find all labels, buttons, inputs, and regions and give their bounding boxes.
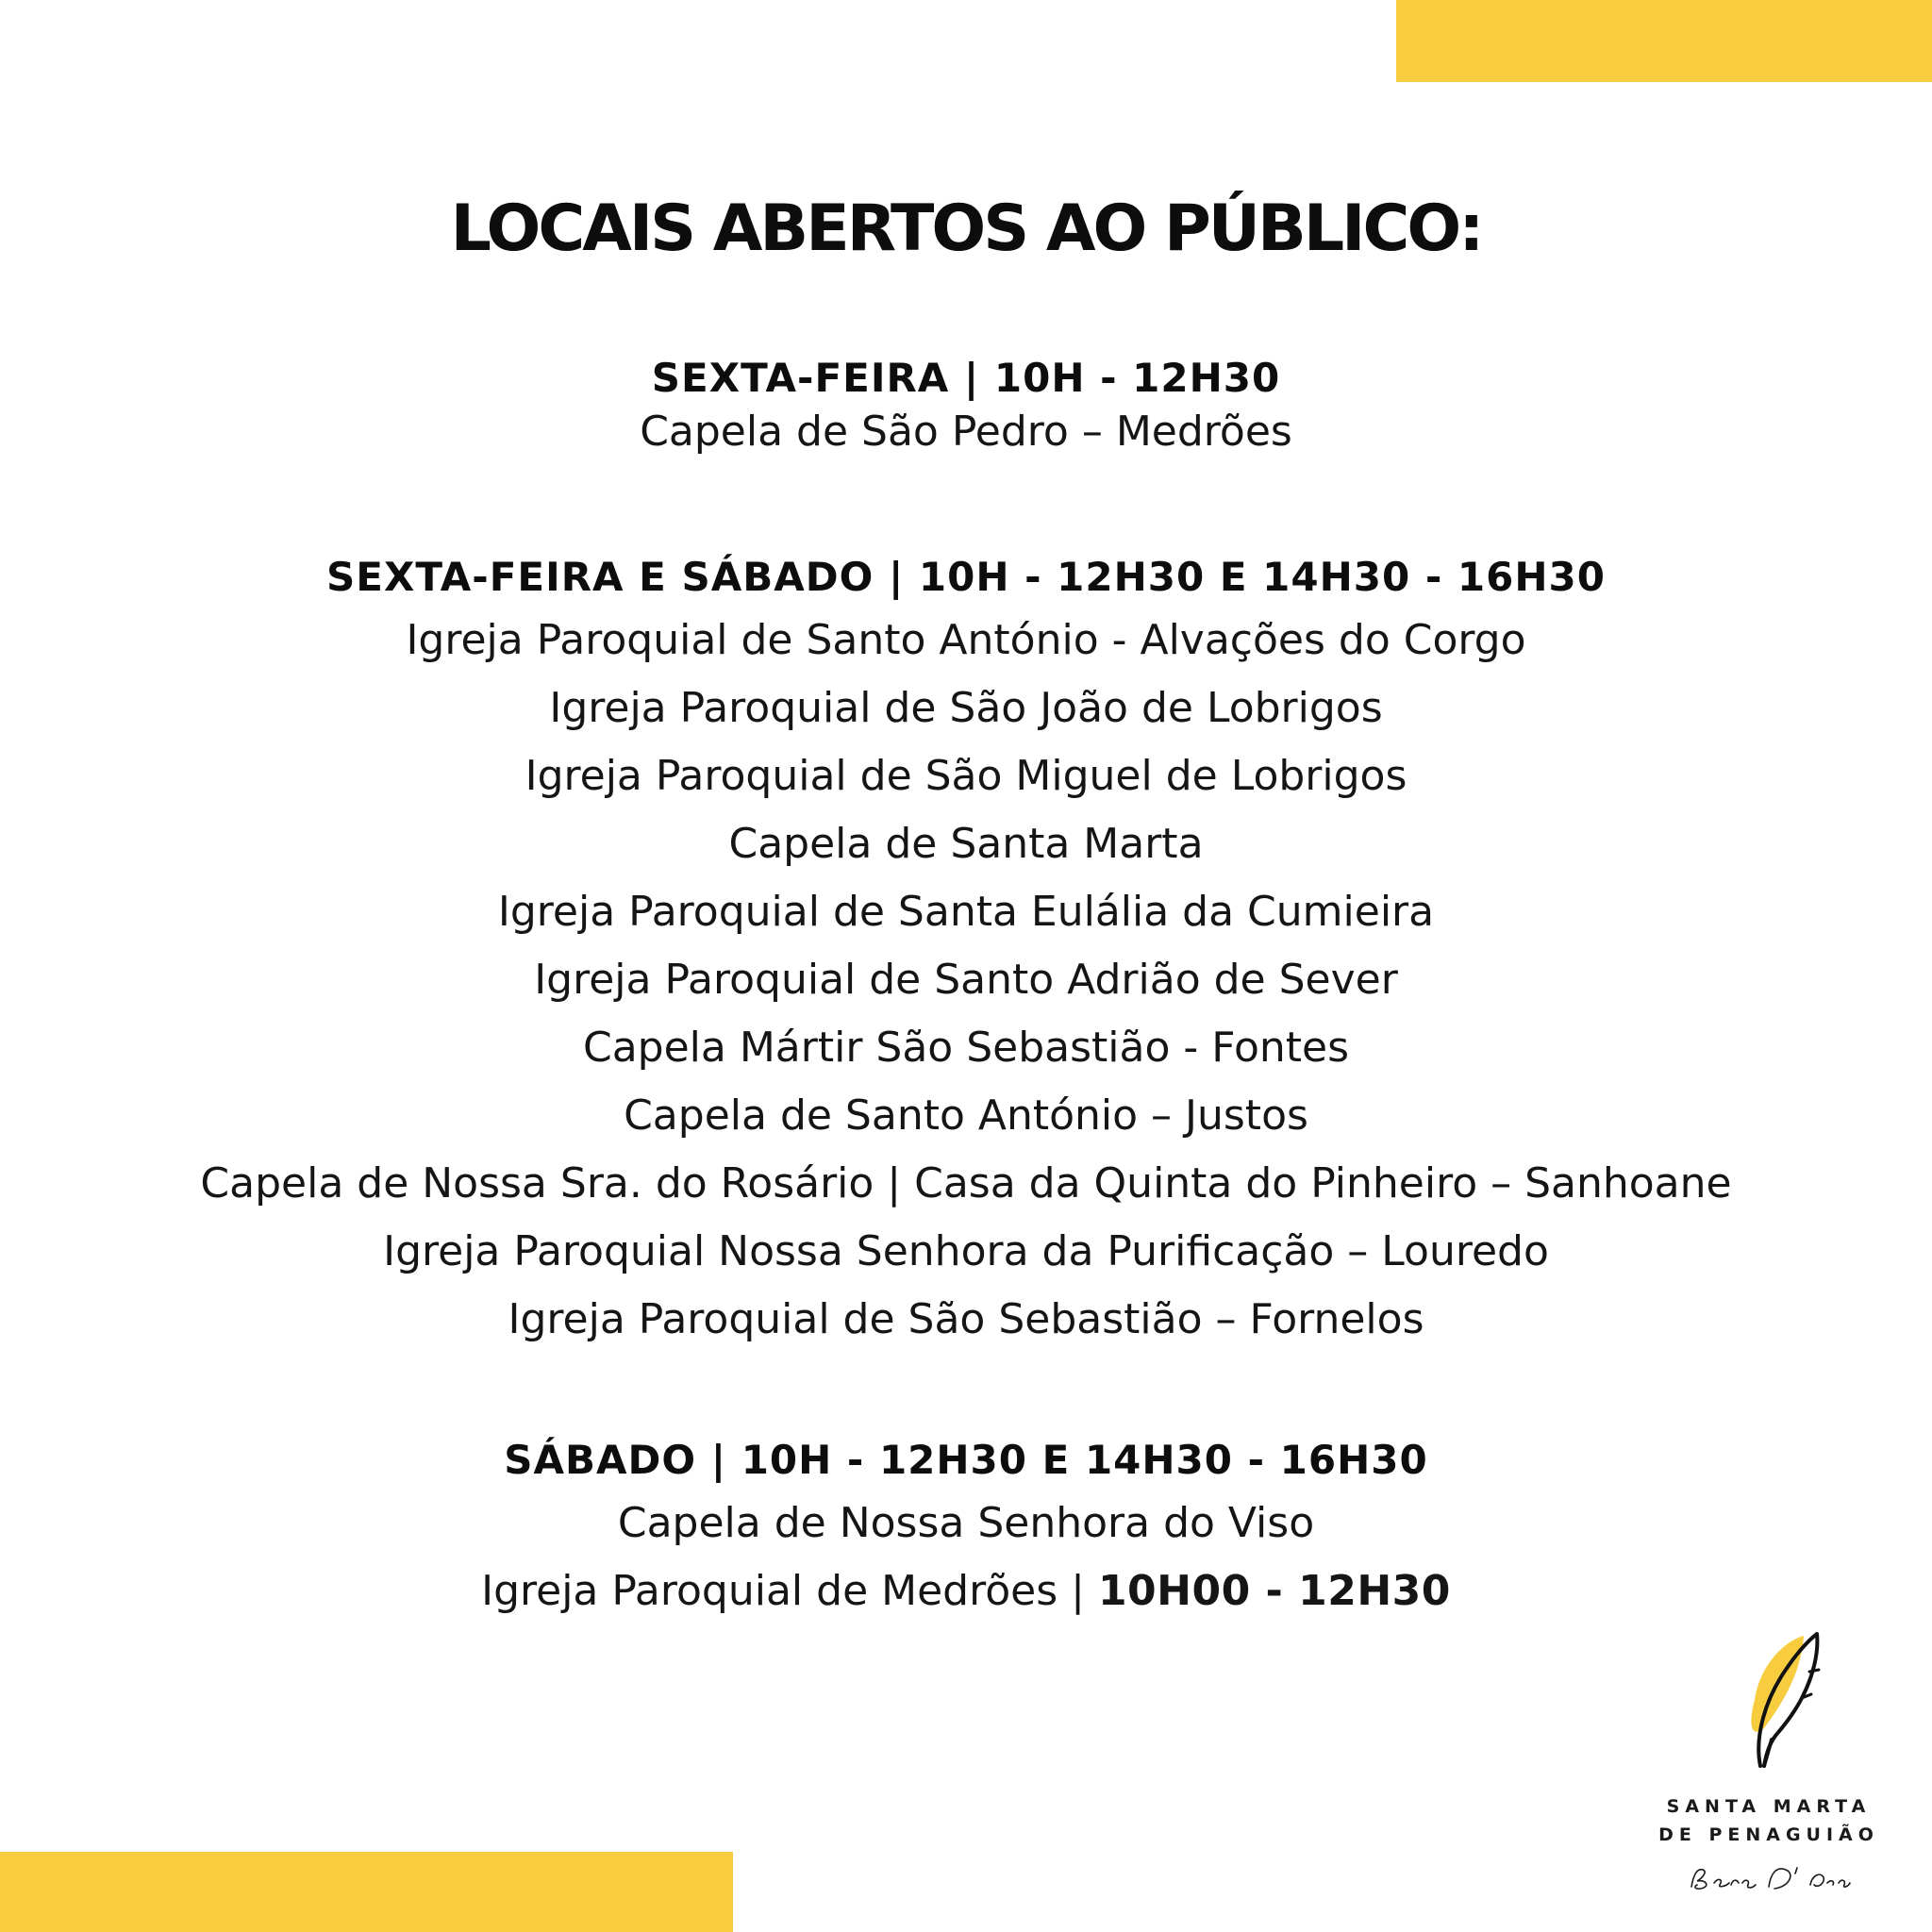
section-heading: SEXTA-FEIRA | 10H - 12H30 <box>651 355 1281 401</box>
venue-item: Capela de Santa Marta <box>728 820 1204 868</box>
logo-text-line1: SANTA MARTA <box>1666 1796 1872 1817</box>
venue-item: Igreja Paroquial de Santo António - Alvações do Corgo <box>406 616 1526 664</box>
feather-icon <box>1726 1624 1830 1785</box>
venue-item-medroes <box>0 1557 1932 1625</box>
venue-name: Igreja Paroquial de Medrões | <box>481 1567 1098 1615</box>
venue-item: Igreja Paroquial de São João de Lobrigos <box>549 684 1383 732</box>
section-heading: SEXTA-FEIRA E SÁBADO | 10H - 12H30 E 14H30 - 16H30 <box>326 554 1606 600</box>
venue-item: Igreja Paroquial de São Miguel de Lobrigos <box>525 752 1407 800</box>
venue-item: Capela Mártir São Sebastião - Fontes <box>582 1024 1350 1072</box>
venue-item: Capela de Nossa Senhora do Viso <box>617 1499 1315 1547</box>
section-heading: SÁBADO | 10H - 12H30 E 14H30 - 16H30 <box>504 1437 1428 1483</box>
logo-text-line2: DE PENAGUIÃO <box>1658 1824 1879 1845</box>
venue-item: Capela de Nossa Sra. do Rosário | Casa da Quinta do Pinheiro – Sanhoane <box>200 1159 1732 1208</box>
section-friday-saturday <box>0 548 1932 1354</box>
venue-item: Igreja Paroquial de São Sebastião – Fornelos <box>508 1295 1424 1343</box>
section-friday <box>0 349 1932 457</box>
signature-script <box>1684 1858 1854 1896</box>
venue-item: Capela de São Pedro – Medrões <box>640 408 1292 456</box>
venue-item: Igreja Paroquial de Santo Adrião de Sever <box>534 956 1398 1004</box>
section-saturday <box>0 1431 1932 1625</box>
venue-item: Igreja Paroquial de Santa Eulália da Cumieira <box>497 888 1435 936</box>
venue-hours: 10H00 - 12H30 <box>1097 1567 1451 1615</box>
venue-item: Igreja Paroquial Nossa Senhora da Purificação – Louredo <box>383 1227 1549 1275</box>
bottom-accent-bar <box>0 1852 733 1932</box>
page-title: LOCAIS ABERTOS AO PÚBLICO: <box>450 192 1482 266</box>
brand-logo <box>1641 1624 1896 1907</box>
top-accent-bar <box>1396 0 1932 82</box>
venue-item: Capela de Santo António – Justos <box>624 1091 1308 1140</box>
